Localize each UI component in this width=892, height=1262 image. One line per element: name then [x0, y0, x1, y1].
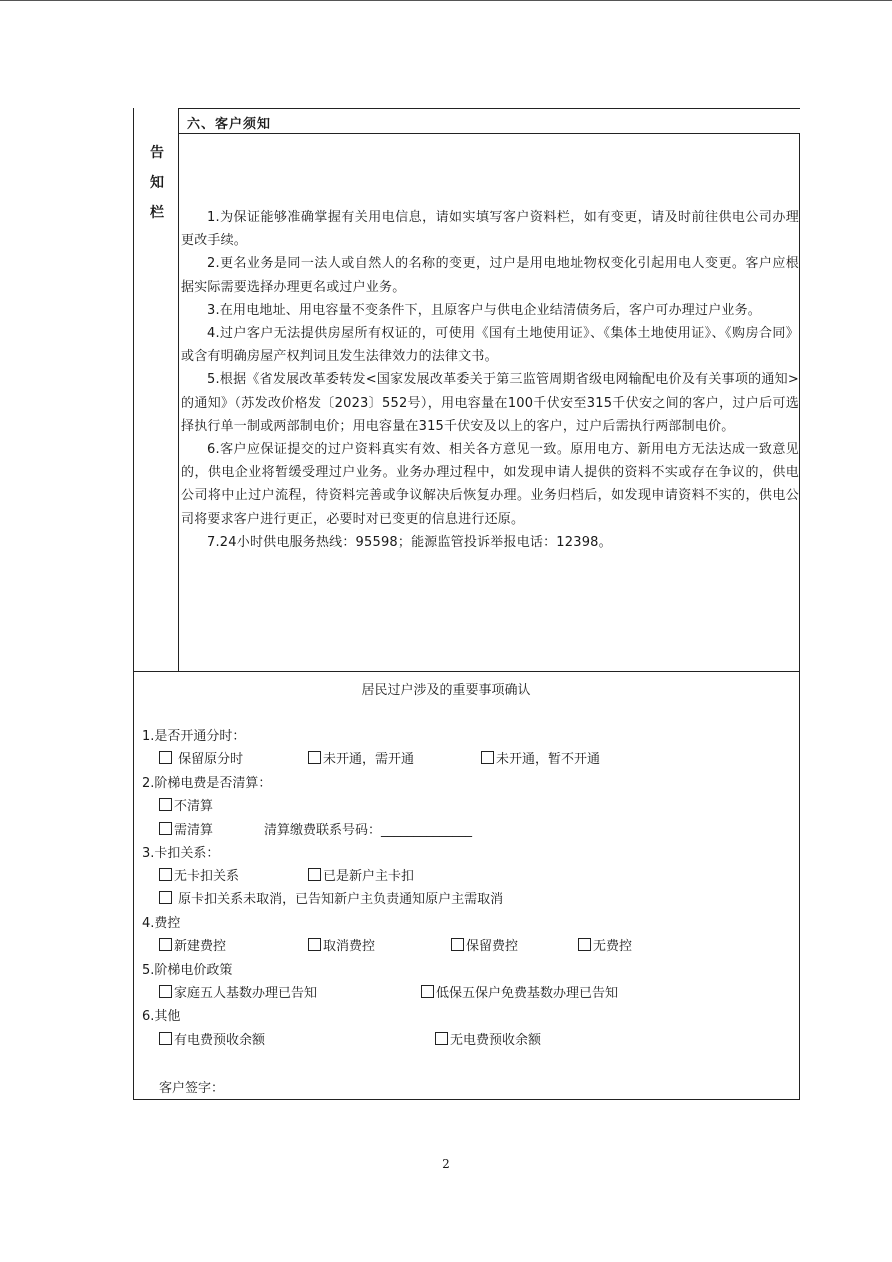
option-label: 需清算: [174, 823, 214, 838]
checkbox-option[interactable]: [421, 982, 618, 1001]
checkbox-option[interactable]: [159, 819, 213, 838]
checkbox-icon[interactable]: [481, 751, 494, 764]
option-label: 已是新户主卡扣: [323, 869, 415, 884]
notice-item: 4.过户客户无法提供房屋所有权证的，可使用《国有土地使用证》、《集体土地使用证》、《购房合同》或含有明确房屋产权判词且发生法律效力的法律文书。: [181, 326, 799, 365]
checkbox-option[interactable]: [578, 935, 632, 954]
notice-item: 5.根据《省发展改革委转发<国家发展改革委关于第三监管周期省级电网输配电价及有关事项的通知>的通知》（苏发改价格发〔2023〕552号），用电容量在100千伏安至315千伏安之间的客户，过户后可选择执行单一制或两部制电价；用电容量在315千伏安及以上的客户，过户后需执行两部制电价。: [181, 372, 799, 434]
option-label: 未开通，需开通: [323, 752, 415, 767]
option-label: 有电费预收余额: [174, 1033, 266, 1048]
option-label: 保留费控: [466, 939, 519, 954]
option-label: 无电费预收余额: [450, 1033, 542, 1048]
question-label: 1.是否开通分时：: [142, 729, 246, 744]
question-label: 5.阶梯电价政策: [142, 963, 233, 978]
section-title: 六、客户须知: [187, 117, 272, 132]
page-number: 2: [442, 1157, 450, 1171]
checkbox-option[interactable]: [308, 748, 414, 767]
checkbox-option[interactable]: [159, 865, 239, 884]
question-label: 6.其他: [142, 1009, 181, 1024]
notice-item: 6.客户应保证提交的过户资料真实有效、相关各方意见一致。原用电方、新用电方无法达成一致意见的，供电企业将暂缓受理过户业务。业务办理过程中，如发现申请人提供的资料不实或存在争议的，供电公司将中止过户流程，待资料完善或争议解决后恢复办理。业务归档后，如发现申请资料不实的，供电公司将要求客户进行更正，必要时对已变更的信息进行还原。: [181, 442, 799, 527]
checkbox-option[interactable]: [159, 795, 213, 814]
checkbox-option[interactable]: [159, 982, 317, 1001]
checkbox-option[interactable]: [159, 748, 243, 767]
option-label: 未开通，暂不开通: [496, 752, 601, 767]
checkbox-icon[interactable]: [159, 938, 172, 951]
side-label-char: 栏: [150, 205, 164, 221]
side-label-char: 知: [150, 175, 164, 191]
checkbox-option[interactable]: [451, 935, 518, 954]
option-label: 低保五保户免费基数办理已告知: [436, 986, 619, 1001]
checkbox-icon[interactable]: [159, 985, 172, 998]
checkbox-option[interactable]: [308, 865, 414, 884]
option-label: 无费控: [593, 939, 633, 954]
option-label: 不清算: [174, 799, 214, 814]
checkbox-icon[interactable]: [159, 822, 172, 835]
checkbox-icon[interactable]: [159, 891, 172, 904]
notice-list: [181, 206, 799, 554]
checkbox-icon[interactable]: [578, 938, 591, 951]
checkbox-option[interactable]: [159, 1029, 265, 1048]
checkbox-icon[interactable]: [308, 938, 321, 951]
checkbox-icon[interactable]: [308, 751, 321, 764]
checkbox-option[interactable]: [159, 935, 226, 954]
checkbox-option[interactable]: [435, 1029, 541, 1048]
checkbox-option[interactable]: [308, 935, 375, 954]
page-top-rule: [0, 0, 892, 1]
option-label: 无卡扣关系: [174, 869, 240, 884]
question-label: 2.阶梯电费是否清算：: [142, 776, 272, 791]
checkbox-icon[interactable]: [451, 938, 464, 951]
checkbox-icon[interactable]: [435, 1032, 448, 1045]
phone-number-field[interactable]: 清算缴费联系号码：______________: [264, 823, 473, 838]
checkbox-option[interactable]: [159, 888, 503, 907]
checkbox-option[interactable]: [481, 748, 600, 767]
checkbox-icon[interactable]: [159, 868, 172, 881]
confirm-section-title: 居民过户涉及的重要事项确认: [361, 683, 531, 698]
question-label: 4.费控: [142, 916, 181, 931]
option-label: 原卡扣关系未取消，已告知新户主负责通知原户主需取消: [178, 892, 504, 907]
notice-item: 2.更名业务是同一法人或自然人的名称的变更，过户是用电地址物权变化引起用电人变更。客户应根据实际需要选择办理更名或过户业务。: [181, 256, 799, 295]
question-label: 3.卡扣关系：: [142, 846, 220, 861]
checkbox-icon[interactable]: [159, 1032, 172, 1045]
notice-item: 3.在用电地址、用电容量不变条件下，且原客户与供电企业结清债务后，客户可办理过户业务。: [207, 302, 762, 318]
notice-item: 7.24小时供电服务热线：95598；能源监管投诉举报电话：12398。: [207, 534, 612, 550]
option-label: 家庭五人基数办理已告知: [174, 986, 318, 1001]
signature-label: 客户签字：: [159, 1081, 225, 1096]
option-label: 新建费控: [174, 939, 227, 954]
checkbox-icon[interactable]: [159, 751, 172, 764]
option-label: 保留原分时: [178, 752, 244, 767]
side-label-char: 告: [150, 145, 164, 161]
checkbox-icon[interactable]: [308, 868, 321, 881]
checkbox-icon[interactable]: [159, 798, 172, 811]
checkbox-icon[interactable]: [421, 985, 434, 998]
notice-item: 1.为保证能够准确掌握有关用电信息，请如实填写客户资料栏，如有变更，请及时前往供电公司办理更改手续。: [181, 210, 799, 249]
option-label: 取消费控: [323, 939, 376, 954]
